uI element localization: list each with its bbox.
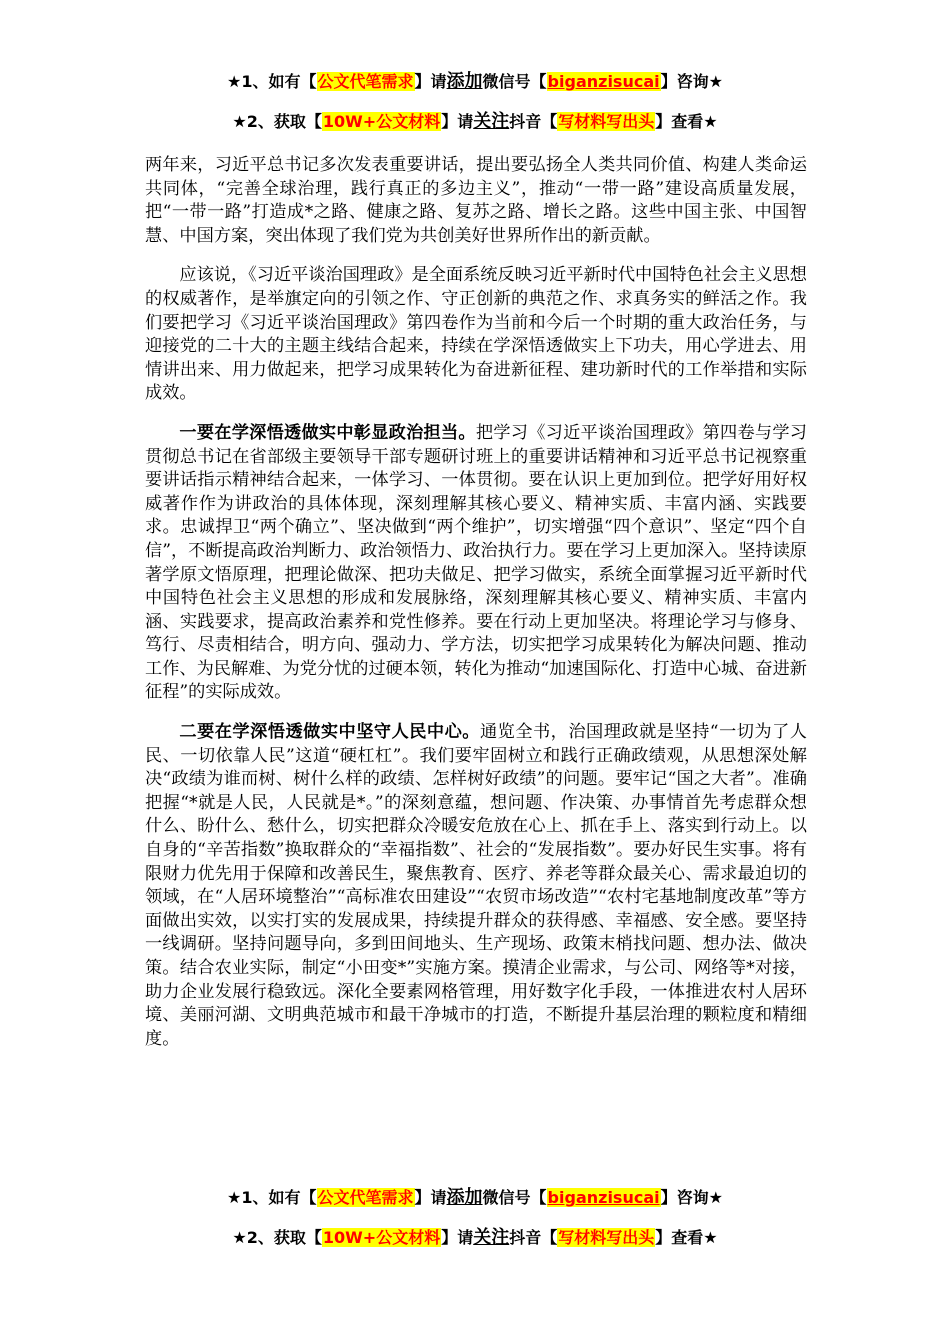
banner-highlight-douyin: 写材料写出头 [558,112,655,131]
banner-prefix: ★2、获取【 [232,1228,322,1247]
wechat-id-link[interactable]: biganzisucai [547,72,660,91]
banner-text: 抖音【 [509,1228,558,1247]
promo-banner-top-2 [0,110,950,134]
banner-suffix: 】咨询★ [660,72,723,91]
banner-underlined-word: 添加 [446,71,483,92]
paragraph-text: 应该说，《习近平谈治国理政》是全面系统反映习近平新时代中国特色社会主义思想的权威著作，是举旗定向的引领之作、守正创新的典范之作、求真务实的鲜活之作。我们要把学习《习近平谈治国理政》第四卷作为当前和今后一个时期的重大政治任务，与迎接党的二十大的主题主线结合起来，持续在学深悟透做实上下功夫，用心学进去、用情讲出来、用力做起来，把学习成果转化为奋进新征程、建功新时代的工作举措和实际成效。 [145,265,807,404]
banner-text: 】请 [441,1228,474,1247]
banner-text: 微信号【 [482,72,547,91]
banner-text: 】请 [441,112,474,131]
promo-banner-top-1 [0,70,950,94]
paragraph-2 [145,264,807,406]
banner-highlight-douyin: 写材料写出头 [558,1228,655,1247]
banner-highlight-materials: 10W+公文材料 [322,1228,441,1247]
banner-text: 】请 [414,1188,447,1207]
banner-highlight-materials: 10W+公文材料 [322,112,441,131]
paragraph-lead-heading: 二要在学深悟透做实中坚守人民中心。 [179,722,480,743]
paragraph-lead-heading: 一要在学深悟透做实中彰显政治担当。 [179,422,476,443]
wechat-id-link[interactable]: biganzisucai [547,1188,660,1207]
banner-prefix: ★1、如有【 [227,1188,317,1207]
paragraph-text: 通览全书，治国理政就是坚持“一切为了人民、一切依靠人民”这道“硬杠杠”。我们要牢固树立和践行正确政绩观，从思想深处解决“政绩为谁而树、树什么样的政绩、怎样树好政绩”的问题。要牢记“国之大者”。准确把握“*就是人民，人民就是*。”的深刻意蕴，想问题、作决策、办事情首先考虑群众想什么、盼什么、愁什么，切实把群众冷暖安危放在心上、抓在手上、落实到行动上。以自身的“辛苦指数”换取群众的“幸福指数”、社会的“发展指数”。要办好民生实事。将有限财力优先用于保障和改善民生，聚焦教育、医疗、养老等群众最关心、需求最迫切的领域，在“人居环境整治”“高标准农田建设”“农贸市场改造”“农村宅基地制度改革”等方面做出实效，以实打实的发展成果，持续提升群众的获得感、幸福感、安全感。要坚持一线调研。坚持问题导向，多到田间地头、生产现场、政策末梢找问题、想办法、做决策。结合农业实际，制定“小田变*”实施方案。摸清企业需求，与公司、网络等*对接，助力企业发展行稳致远。深化全要素网格管理，用好数字化手段，一体推进农村人居环境、美丽河湖、文明典范城市和最干净城市的打造，不断提升基层治理的颗粒度和精细度。 [145,722,807,1049]
banner-text: 抖音【 [509,112,558,131]
promo-banner-bottom-2 [0,1226,950,1250]
banner-underlined-word: 关注 [473,111,510,132]
banner-text: 微信号【 [482,1188,547,1207]
banner-suffix: 】咨询★ [660,1188,723,1207]
promo-banner-bottom-1 [0,1186,950,1210]
paragraph-1 [145,154,807,248]
paragraph-text: 两年来，习近平总书记多次发表重要讲话，提出要弘扬全人类共同价值、构建人类命运共同体，“完善全球治理，践行真正的多边主义”，推动“一带一路”建设高质量发展，把“一带一路”打造成*之路、健康之路、复苏之路、增长之路。这些中国主张、中国智慧、中国方案，突出体现了我们党为共创美好世界所作出的新贡献。 [145,155,807,246]
banner-text: 】请 [414,72,447,91]
paragraph-3 [145,422,807,705]
banner-underlined-word: 添加 [446,1187,483,1208]
banner-highlight-service: 公文代笔需求 [317,1188,414,1207]
banner-prefix: ★1、如有【 [227,72,317,91]
banner-highlight-service: 公文代笔需求 [317,72,414,91]
banner-prefix: ★2、获取【 [232,112,322,131]
banner-underlined-word: 关注 [473,1227,510,1248]
document-body [145,154,807,1067]
banner-suffix: 】查看★ [655,112,718,131]
paragraph-4 [145,721,807,1051]
banner-suffix: 】查看★ [655,1228,718,1247]
paragraph-text: 把学习《习近平谈治国理政》第四卷与学习贯彻总书记在省部级主要领导干部专题研讨班上的重要讲话精神和习近平总书记视察重要讲话指示精神结合起来，一体学习、一体贯彻。要在认识上更加到位。把学好用好权威著作作为讲政治的具体体现，深刻理解其核心要义、精神实质、丰富内涵、实践要求。忠诚捍卫“两个确立”、坚决做到“两个维护”，切实增强“四个意识”、坚定“四个自信”，不断提高政治判断力、政治领悟力、政治执行力。要在学习上更加深入。坚持读原著学原文悟原理，把理论做深、把功夫做足、把学习做实，系统全面掌握习近平新时代中国特色社会主义思想的形成和发展脉络，深刻理解其核心要义、精神实质、丰富内涵、实践要求，提高政治素养和党性修养。要在行动上更加坚决。将理论学习与修身、笃行、尽责相结合，明方向、强动力、学方法，切实把学习成果转化为解决问题、推动工作、为民解难、为党分忧的过硬本领，转化为推动“加速国际化、打造中心城、奋进新征程”的实际成效。 [145,422,807,703]
